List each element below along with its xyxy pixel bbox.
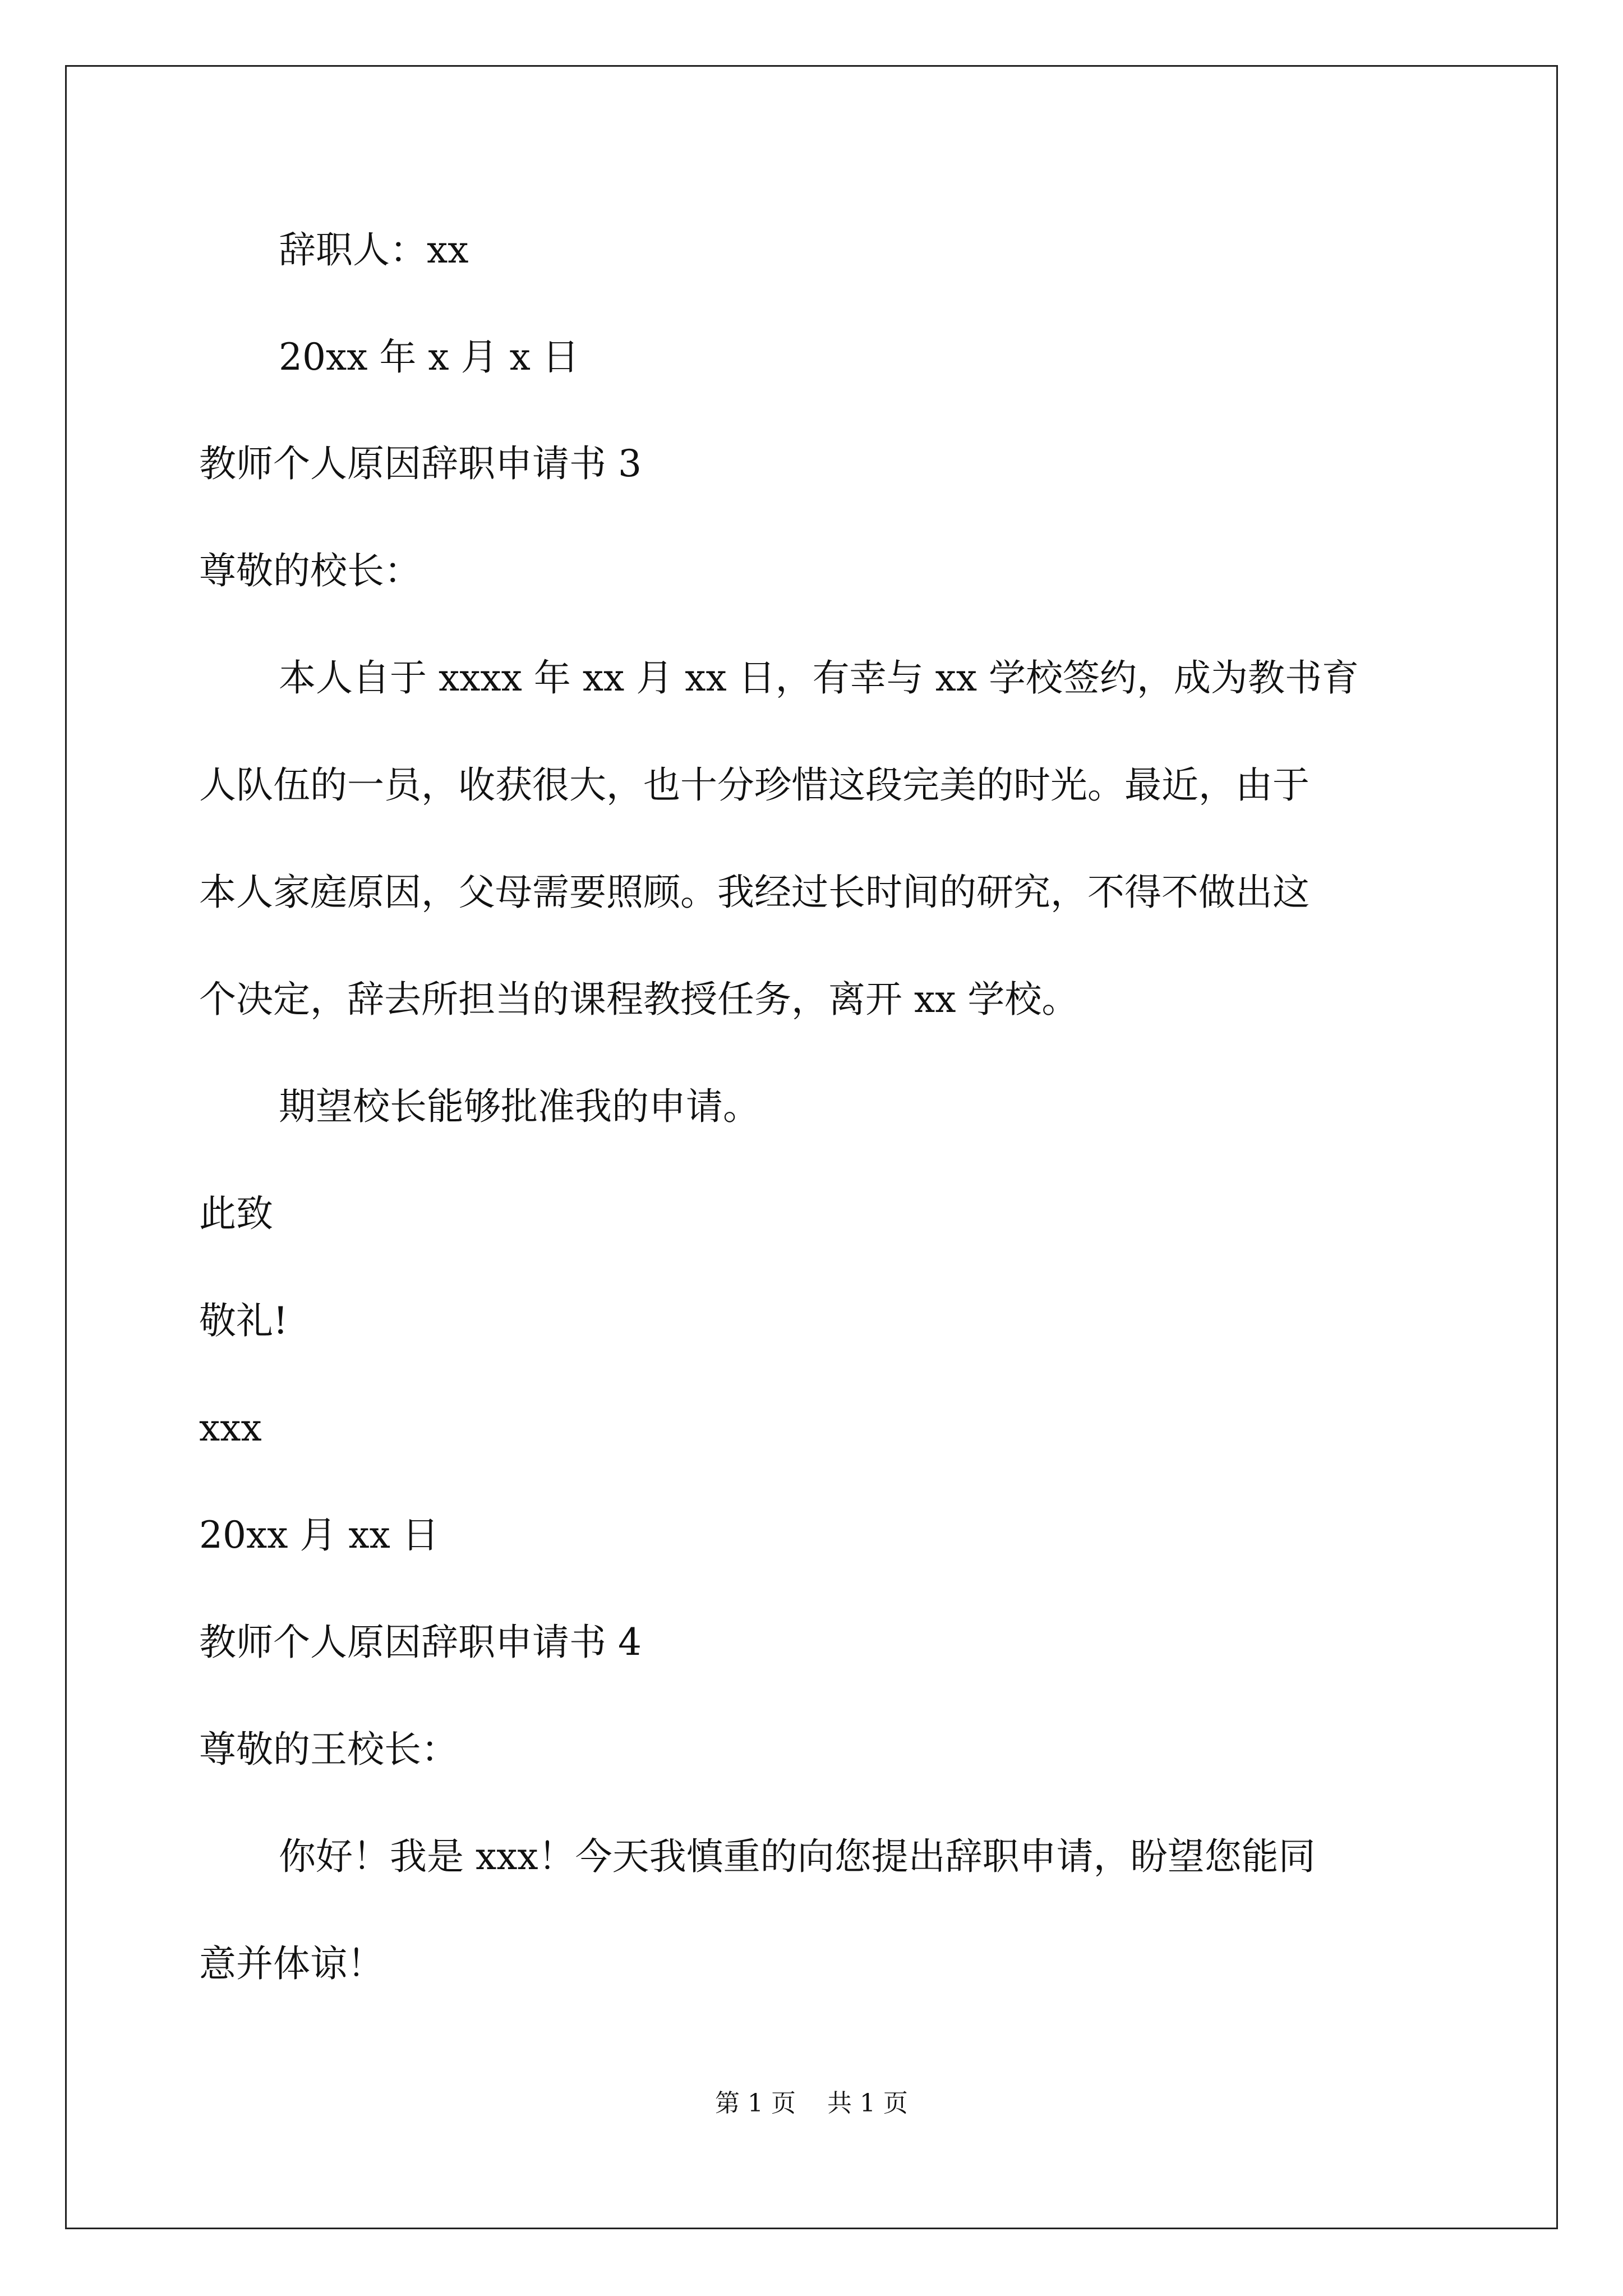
greeting-3: 尊敬的校长： <box>199 549 421 592</box>
paragraph-3-line-4: 个决定，辞去所担当的课程教授任务，离开 xx 学校。 <box>199 978 1079 1021</box>
closing-salutation: 此致 <box>199 1192 273 1235</box>
paragraph-3-line-1: 本人自于 xxxx 年 xx 月 xx 日，有幸与 xx 学校签约，成为教书育 <box>279 656 1359 700</box>
paragraph-4-line-2: 意并体谅！ <box>199 1942 384 1985</box>
signature-date: 20xx 月 xx 日 <box>199 1513 439 1557</box>
paragraph-3-line-3: 本人家庭原因，父母需要照顾。我经过长时间的研究，不得不做出这 <box>199 871 1310 914</box>
paragraph-4-line-1: 你好！我是 xxx！今天我慎重的向您提出辞职申请，盼望您能同 <box>279 1835 1316 1878</box>
signer-line: 辞职人：xx <box>279 228 469 272</box>
paragraph-3-request: 期望校长能够批准我的申请。 <box>279 1085 760 1128</box>
section-title-4: 教师个人原因辞职申请书 4 <box>199 1621 642 1664</box>
greeting-4: 尊敬的王校长： <box>199 1728 458 1771</box>
date-line: 20xx 年 x 月 x 日 <box>279 335 579 379</box>
signature: xxx <box>199 1406 262 1450</box>
paragraph-3-line-2: 人队伍的一员，收获很大，也十分珍惜这段完美的时光。最近，由于 <box>199 763 1310 807</box>
section-title-3: 教师个人原因辞职申请书 3 <box>199 442 642 485</box>
closing-regards: 敬礼! <box>199 1299 288 1342</box>
page-border <box>65 65 1558 2229</box>
page-footer: 第 1 页 共 1 页 <box>715 2089 908 2118</box>
